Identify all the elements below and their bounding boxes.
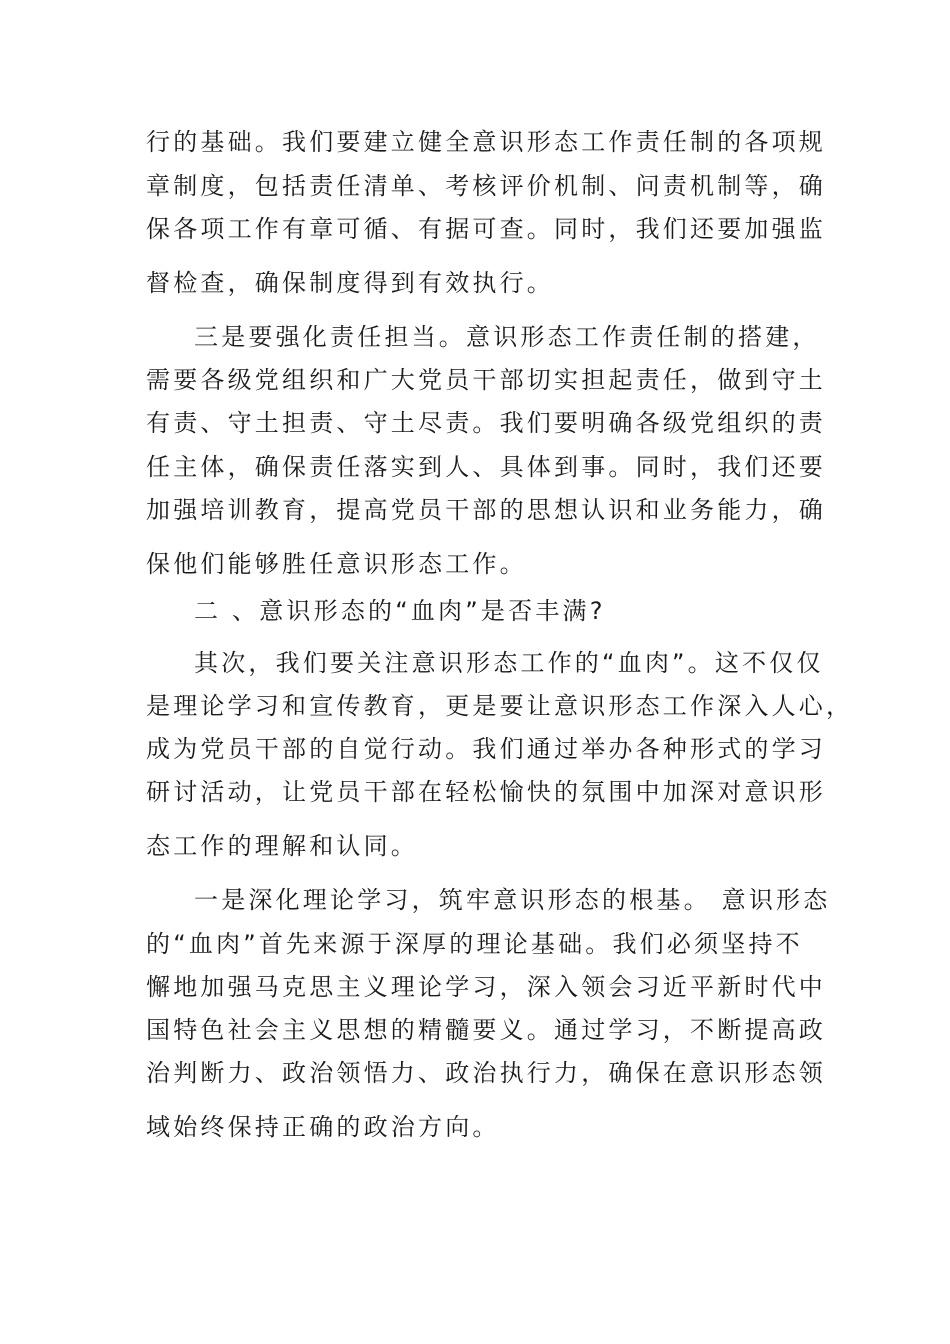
text-line: 任主体，确保责任落实到人、具体到事。同时，我们还要 <box>146 453 826 481</box>
text-line: 治判断力、政治领悟力、政治执行力，确保在意识形态领 <box>146 1059 826 1087</box>
text-line: 保他们能够胜任意识形态工作。 <box>146 550 527 578</box>
text-line: 保各项工作有章可循、有据可查。同时，我们还要加强监 <box>146 215 826 243</box>
text-line: 三是要强化责任担当。意识形态工作责任制的搭建， <box>194 323 820 351</box>
text-line: 督检查，确保制度得到有效执行。 <box>146 269 554 297</box>
text-line: 是理论学习和宣传教育，更是要让意识形态工作深入人心， <box>146 692 854 720</box>
text-line: 有责、守土担责、守土尽责。我们要明确各级党组织的责 <box>146 409 826 437</box>
text-line: 的“血肉”首先来源于深厚的理论基础。我们必须坚持不 <box>146 930 803 958</box>
text-line: 需要各级党组织和广大党员干部切实担起责任，做到守土 <box>146 366 826 394</box>
text-line: 研讨活动，让党员干部在轻松愉快的氛围中加深对意识形 <box>146 778 826 806</box>
text-line: 懈地加强马克思主义理论学习，深入领会习近平新时代中 <box>146 973 826 1001</box>
text-line: 章制度，包括责任清单、考核评价机制、问责机制等，确 <box>146 172 826 200</box>
text-line: 加强培训教育，提高党员干部的思想认识和业务能力，确 <box>146 496 826 524</box>
text-line: 行的基础。我们要建立健全意识形态工作责任制的各项规 <box>146 128 826 156</box>
heading-line: 二 、意识形态的“血肉”是否丰满? <box>194 597 606 625</box>
text-line: 域始终保持正确的政治方向。 <box>146 1113 500 1141</box>
text-line: 一是深化理论学习，筑牢意识形态的根基。 意识形态 <box>194 886 831 914</box>
text-line: 其次，我们要关注意识形态工作的“血肉”。这不仅仅 <box>194 649 824 677</box>
text-line: 态工作的理解和认同。 <box>146 832 418 860</box>
text-line: 成为党员干部的自觉行动。我们通过举办各种形式的学习 <box>146 735 826 763</box>
text-line: 国特色社会主义思想的精髓要义。通过学习，不断提高政 <box>146 1016 826 1044</box>
